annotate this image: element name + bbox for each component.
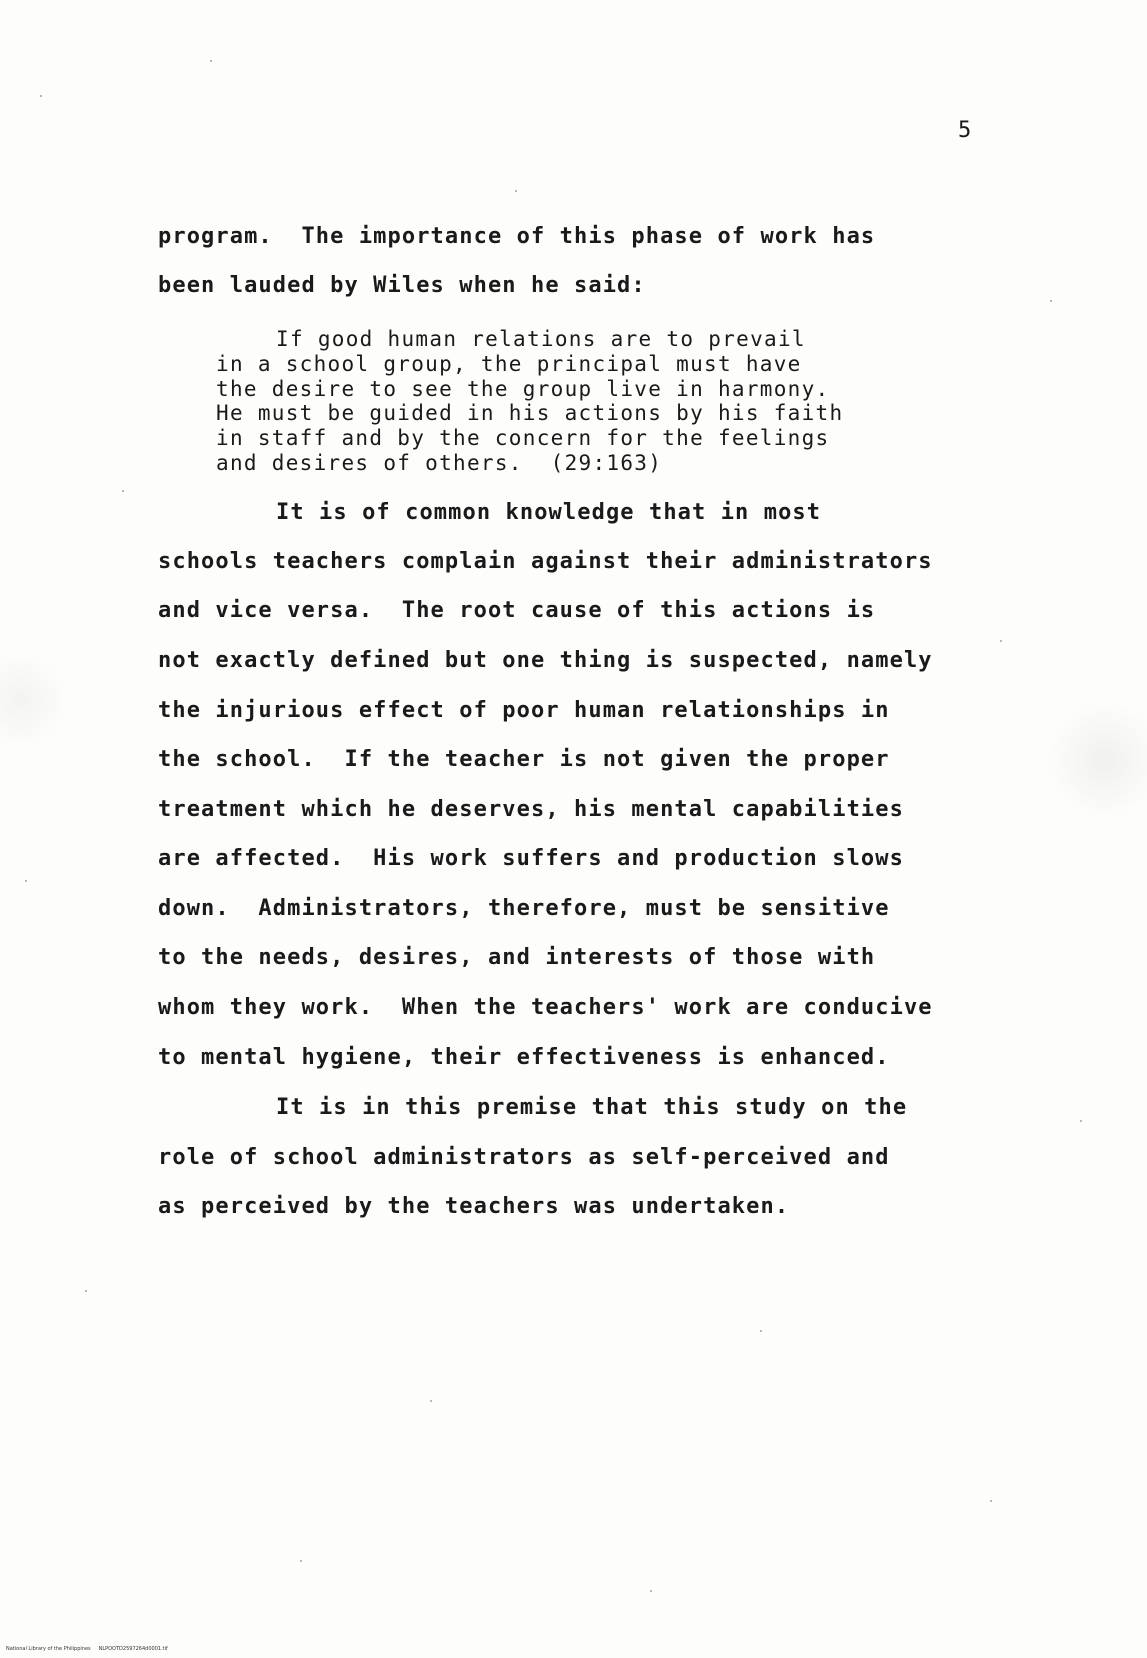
block-quote-line: He must be guided in his actions by his faith (216, 401, 844, 425)
text-line: down. Administrators, therefore, must be sensitive (158, 896, 890, 921)
scan-speck (1050, 300, 1052, 302)
scan-speck (990, 1500, 992, 1502)
text-line: whom they work. When the teachers' work are conducive (158, 995, 933, 1020)
text-line: to mental hygiene, their effectiveness is enhanced. (158, 1045, 890, 1070)
text-line: not exactly defined but one thing is suspected, namely (158, 648, 933, 673)
text-line: to the needs, desires, and interests of those with (158, 945, 876, 970)
scan-speck (760, 1330, 762, 1332)
text-line: It is in this premise that this study on the (276, 1095, 908, 1120)
text-line: It is of common knowledge that in most (276, 500, 822, 525)
text-line: treatment which he deserves, his mental capabilities (158, 797, 904, 822)
text-line: program. The importance of this phase of work has (158, 224, 876, 249)
scan-footer: National Library of the Philippines NLPOOTD2597264d0001.tif (6, 1646, 168, 1652)
scan-speck (122, 490, 124, 492)
text-line: role of school administrators as self-perceived and (158, 1145, 890, 1170)
block-quote-line: in staff and by the concern for the feelings (216, 426, 830, 450)
scan-speck (430, 1400, 432, 1402)
block-quote-line: and desires of others. (29:163) (216, 451, 663, 475)
scan-speck (210, 60, 212, 62)
block-quote-line: the desire to see the group live in harmony. (216, 377, 830, 401)
text-line: schools teachers complain against their administrators (158, 549, 933, 574)
scan-speck (85, 1290, 87, 1292)
scan-speck (1000, 640, 1002, 642)
scan-speck (25, 880, 27, 882)
text-line: the injurious effect of poor human relationships in (158, 698, 890, 723)
text-line: and vice versa. The root cause of this actions is (158, 598, 876, 623)
block-quote-line: in a school group, the principal must have (216, 352, 802, 376)
text-line: been lauded by Wiles when he said: (158, 273, 646, 298)
scan-speck (650, 1590, 652, 1592)
scan-speck (40, 95, 42, 97)
text-line: the school. If the teacher is not given the proper (158, 747, 890, 772)
scan-speck (300, 1560, 302, 1562)
scan-speck (515, 190, 517, 192)
text-line: as perceived by the teachers was undertaken. (158, 1194, 790, 1219)
page-number: 5 (958, 118, 972, 143)
block-quote-line: If good human relations are to prevail (276, 327, 806, 351)
scan-speck (1080, 1120, 1082, 1122)
text-line: are affected. His work suffers and production slows (158, 846, 904, 871)
